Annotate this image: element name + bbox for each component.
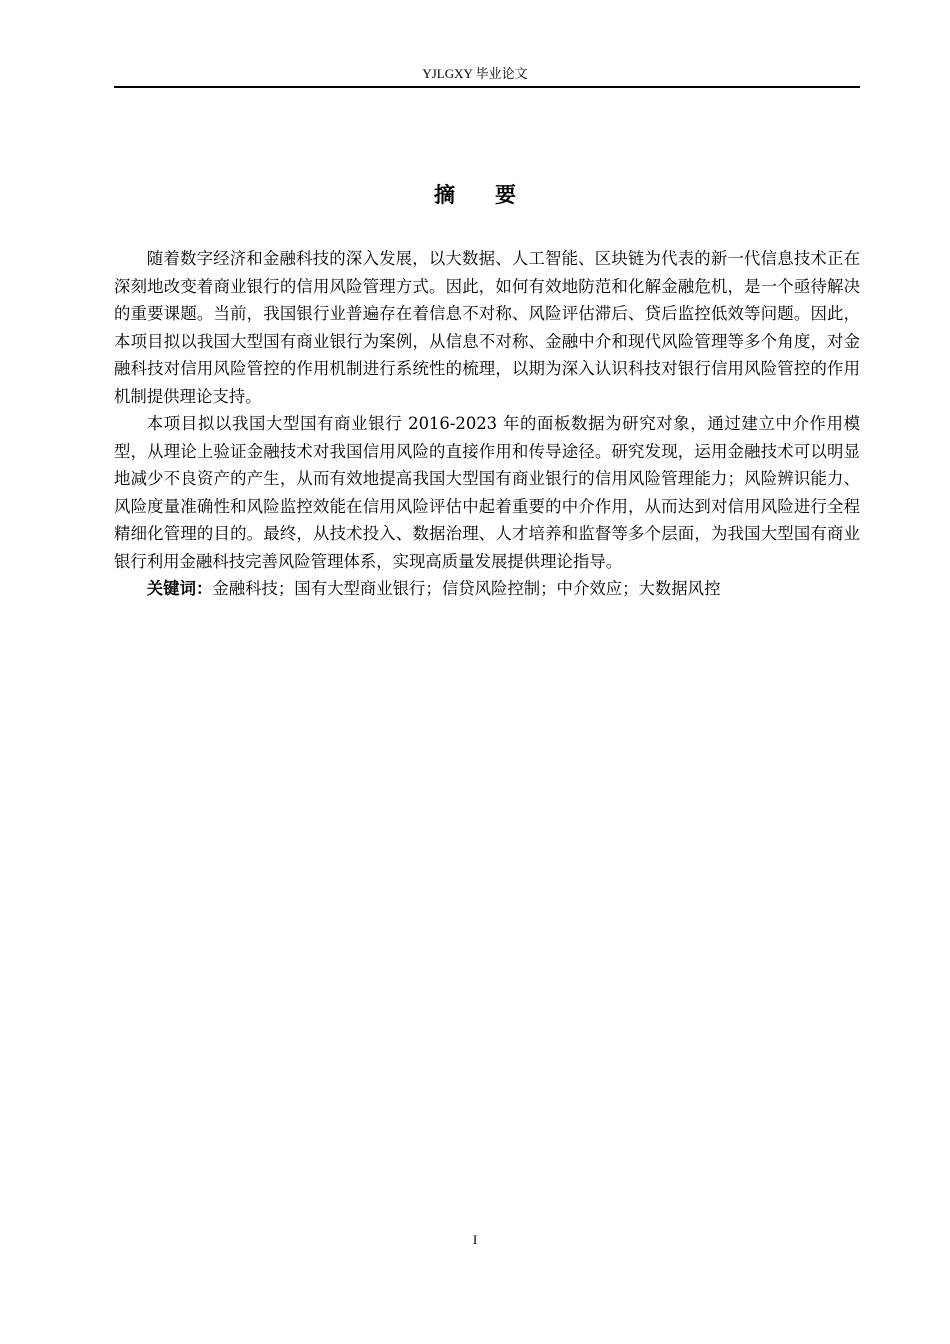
page-number: I bbox=[472, 1232, 478, 1247]
abstract-paragraph-1: 随着数字经济和金融科技的深入发展，以大数据、人工智能、区块链为代表的新一代信息技术正在深刻地改变着商业银行的信用风险管理方式。因此，如何有效地防范和化解金融危机，是一个亟待解决的重要课题。当前，我国银行业普遍存在着信息不对称、风险评估滞后、贷后监控低效等问题。因此，本项目拟以我国大型国有商业银行为案例，从信息不对称、金融中介和现代风险管理等多个角度，对金融科技对信用风险管控的作用机制进行系统性的梳理，以期为深入认识科技对银行信用风险管控的作用机制提供理论支持。 bbox=[114, 249, 860, 406]
keywords-label: 关键词： bbox=[146, 579, 213, 598]
abstract-title: 摘要 bbox=[434, 183, 556, 207]
keywords-list: 金融科技；国有大型商业银行；信贷风险控制；中介效应；大数据风控 bbox=[212, 579, 721, 598]
abstract-body bbox=[114, 245, 860, 603]
abstract-paragraph-2: 本项目拟以我国大型国有商业银行 2016-2023 年的面板数据为研究对象，通过建立中介作用模型，从理论上验证金融技术对我国信用风险的直接作用和传导途径。研究发现，运用金融技术可以明显地减少不良资产的产生，从而有效地提高我国大型国有商业银行的信用风险管理能力；风险辨识能力、风险度量准确性和风险监控效能在信用风险评估中起着重要的中介作用，从而达到对信用风险进行全程精细化管理的目的。最终，从技术投入、数据治理、人才培养和监督等多个层面，为我国大型国有商业银行利用金融科技完善风险管理体系，实现高质量发展提供理论指导。 bbox=[114, 414, 860, 571]
keywords-line bbox=[114, 575, 860, 603]
page-header: YJLGXY 毕业论文 bbox=[422, 66, 528, 81]
header-divider bbox=[114, 86, 860, 88]
